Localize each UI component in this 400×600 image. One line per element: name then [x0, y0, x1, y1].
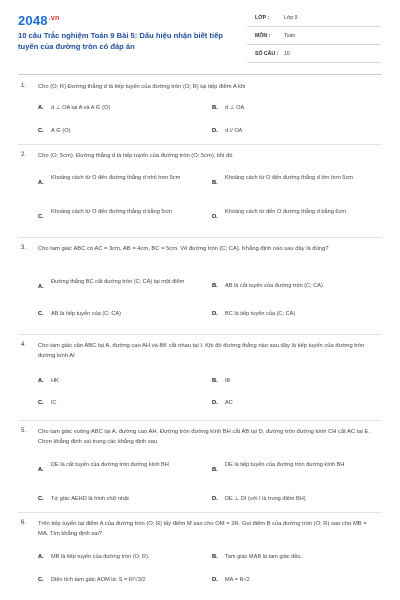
- question-separator: [18, 512, 382, 513]
- meta-label: LỚP :: [255, 15, 270, 21]
- question-text: Cho (O; R) Đường thẳng d là tiếp tuyến của đường tròn (O; R) tại tiếp điểm A khi: [38, 84, 246, 90]
- document-title: 10 câu Trắc nghiệm Toán 9 Bài 5: Dấu hiệu nhận biết tiếp tuyến của đường tròn có đáp án: [18, 31, 223, 51]
- question-text: Cho tam giác cân ABC tại A, đường cao AH và BK cắt nhau tại I. Khi đó đường thẳng nào sau đây là tiếp tuyến của đường tròn đường kính AI: [38, 343, 365, 359]
- quiz-page: $2048^{.vn}$ 10 câu Trắc nghiệm Toán 9 Bài 5: Dấu hiệu nhận biết tiếp tuyến của đường tròn có đáp án LỚP : Lớp 9 MÔN : Toán SỐ CÂU : 10 1. Cho (O; R) Đường thẳng d là tiếp tuyến của đường tròn (O; R) tại tiếp điểm A khi A. d ⊥ OA tại A và A ∈ (O) B. d ⊥ OA C. A ∈ (O) D. d // OA 2. Cho (O; 5cm). Đường thẳng d là tiếp tuyến của đường tròn (O; 5cm), khi đó A. Khoảng cách từ O đến đường thẳng d nhỏ hơn 5cm B. Khoảng cách từ O đến đường thẳng d lớn hơn 5cm C. Khoảng cách từ O đến đường thẳng d bằng 5cm D. Khoảng cách từ đến O đường thẳng d bằng 6cm 3. Cho tam giác ABC có AC = 3cm, AB = 4cm, BC = 5cm. Vẽ đường tròn (C; CA). Khẳng định nào sau đây là đúng? A. Đường thẳng BC cắt đường tròn (C; CA) tại một điểm B. AB là cắt tuyến của đường tròn (C; CA) C. AB là tiếp tuyến của (C; CA) D. BC là tiếp tuyến của (C; CA) 4. Cho tam giác cân ABC tại A, đường cao AH và BK cắt nhau tại I. Khi đó đường thẳng nào sau đây là tiếp tuyến của đường tròn đường kính AI A. HK B. IB C. IC D. AC 5. Cho tam giác vuông ABC tại A, đường cao AH. Đường tròn đường kính BH cắt AB tại D, đường tròn đường kính CH cắt AC tại E. Chọn khẳng định sai trong các khẳng định sau A. DE là cắt tuyến của đường tròn đường kính BH B. DE là tiếp tuyến của đường tròn đường kính BH C. Tứ giác AEHD là hình chữ nhật D. DE ⊥ DI (với I là trung điểm BH) 6. Trên tiếp tuyến tại điểm A của đường tròn (O; R) lấy điểm M sao cho OM = 2R. Gọi điểm B của đường tròn (O; R) sao cho MB = MA. Tìm khẳng định sai? A. MB là tiếp tuyến của đường tròn (O; R). B. Tam giác MAB là tam giác đều. C. Diện tích tam giác AOM là: S = R²√3/2 D. MA = R√2: [0, 0, 400, 600]
- header-divider: [18, 74, 382, 75]
- meta-info-box: [247, 12, 381, 66]
- question-number: 2.: [21, 152, 27, 158]
- question-text: Trên tiếp tuyến tại điểm A của đường tròn (O; R) lấy điểm M sao cho OM = 2R. Gọi điểm B của đường tròn (O; R) sao cho MB = MA. Tìm khẳng định sai?: [38, 521, 367, 537]
- meta-label: SỐ CÂU :: [255, 51, 279, 57]
- question-number: 5.: [21, 428, 27, 434]
- question-separator: [18, 334, 382, 335]
- meta-row-class: [247, 12, 381, 27]
- question-number: 6.: [21, 520, 27, 526]
- question-separator: [18, 144, 382, 145]
- question-separator: [18, 420, 382, 421]
- question-number: 3.: [21, 245, 27, 251]
- question-separator: [18, 237, 382, 238]
- meta-value: Lớp 9: [284, 15, 298, 21]
- site-logo[interactable]: $2048^{.vn}$: [18, 13, 60, 28]
- question-text: Cho tam giác vuông ABC tại A, đường cao AH. Đường tròn đường kính BH cắt AB tại D, đường tròn đường kính CH cắt AC tại E. Chọn khẳng định sai trong các khẳng định sau: [38, 429, 370, 445]
- meta-row-count: [247, 48, 381, 63]
- page-header: [0, 0, 400, 74]
- meta-value: 10: [284, 51, 290, 57]
- question-text: Cho tam giác ABC có AC = 3cm, AB = 4cm, BC = 5cm. Vẽ đường tròn (C; CA). Khẳng định nào sau đây là đúng?: [38, 246, 329, 252]
- question-text: Cho (O; 5cm). Đường thẳng d là tiếp tuyến của đường tròn (O; 5cm), khi đó: [38, 153, 233, 159]
- meta-label: MÔN :: [255, 33, 271, 39]
- question-number: 1.: [21, 83, 27, 89]
- question-number: 4.: [21, 342, 27, 348]
- meta-value: Toán: [284, 33, 296, 39]
- meta-row-subject: [247, 30, 381, 45]
